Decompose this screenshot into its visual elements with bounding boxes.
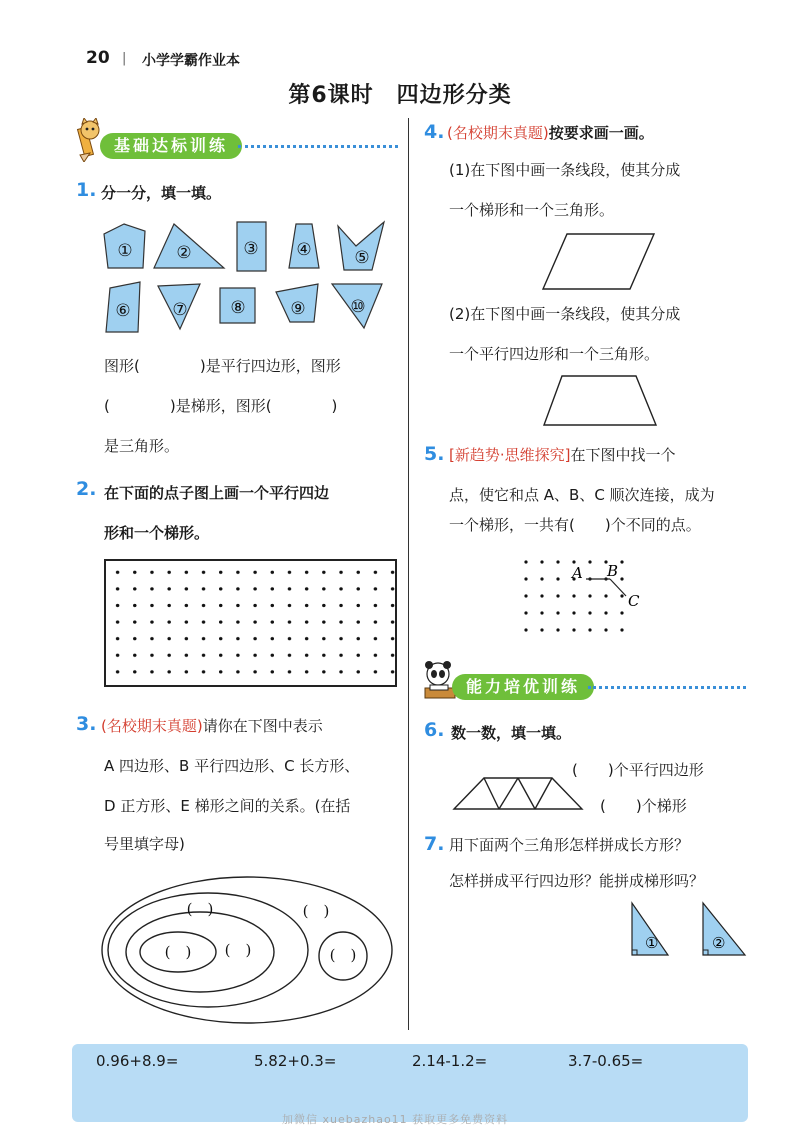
q4-trapezoid-figure[interactable] <box>540 374 660 430</box>
shape-label-10: ⑩ <box>350 297 366 317</box>
shape-label-6: ⑥ <box>115 301 131 321</box>
grid-dot <box>556 577 559 580</box>
grid-dot <box>556 560 559 563</box>
grid-dot <box>604 594 607 597</box>
point-label-b: B <box>607 562 619 580</box>
watermark-text: 加微信 xuebazhao11 获取更多免费资料 <box>282 1113 509 1126</box>
column-divider <box>408 118 409 1030</box>
q5-line2: 点，使它和点 A、B、C 顺次连接，成为 <box>449 486 715 504</box>
header-separator: | <box>122 51 127 66</box>
section-advanced-banner: 能力培优训练 <box>452 674 594 700</box>
point-label-c: C <box>628 592 640 610</box>
q7-number: 7. <box>424 833 445 855</box>
q5-dot-grid[interactable] <box>520 556 650 642</box>
grid-dot <box>540 611 543 614</box>
grid-dot <box>524 560 527 563</box>
q1-line3: 是三角形。 <box>104 437 180 455</box>
grid-dot <box>572 594 575 597</box>
lesson-title: 第6课时 四边形分类 <box>288 83 512 108</box>
q6-title: 数一数，填一填。 <box>451 724 572 742</box>
q4-parallelogram-figure[interactable] <box>540 232 660 292</box>
grid-dot <box>588 560 591 563</box>
grid-dot <box>540 594 543 597</box>
grid-dot <box>540 560 543 563</box>
shape-label-2: ② <box>176 243 192 263</box>
shape-label-3: ③ <box>243 239 259 259</box>
grid-dot <box>604 628 607 631</box>
section-basic-dots <box>238 145 398 148</box>
grid-dot <box>540 628 543 631</box>
shape-label-8: ⑧ <box>230 298 246 318</box>
q2-line2: 形和一个梯形。 <box>104 524 210 542</box>
grid-dot <box>620 594 623 597</box>
q1-shapes <box>100 218 400 338</box>
grid-dot <box>524 611 527 614</box>
venn-blank-middle: ( ) <box>224 941 252 959</box>
grid-dot <box>556 611 559 614</box>
grid-dot <box>556 628 559 631</box>
q3-tag: (名校期末真题) <box>101 717 203 735</box>
q4-tag: (名校期末真题) <box>447 124 549 142</box>
q4-part2-line2: 一个平行四边形和一个三角形。 <box>449 345 660 363</box>
calc-3: 2.14-1.2= <box>412 1052 488 1070</box>
q1-line1: 图形( )是平行四边形，图形 <box>104 357 341 375</box>
q4-part1-line2: 一个梯形和一个三角形。 <box>449 201 615 219</box>
venn-blank-quadrilateral-parallelogram: ( ) <box>186 900 214 918</box>
venn-blank-trapezoid: ( ) <box>329 946 357 964</box>
grid-dot <box>604 611 607 614</box>
q4-number: 4. <box>424 121 445 143</box>
q6-number: 6. <box>424 719 445 741</box>
page-number: 20 <box>86 48 110 68</box>
book-title: 小学学霸作业本 <box>142 53 240 69</box>
q1-line2: ( )是梯形，图形( ) <box>104 397 338 415</box>
grid-dot <box>524 628 527 631</box>
grid-dot <box>588 628 591 631</box>
grid-dot <box>588 594 591 597</box>
tri-label-1: ① <box>645 934 659 952</box>
grid-dot <box>524 594 527 597</box>
q6-triangle-strip <box>452 776 584 812</box>
grid-dot <box>572 611 575 614</box>
section-advanced-dots <box>588 686 746 689</box>
q7-triangles <box>624 900 748 960</box>
q2-line1: 在下面的点子图上画一个平行四边 <box>104 484 330 502</box>
q3-line4: 号里填字母) <box>104 835 185 853</box>
grid-dot <box>620 577 623 580</box>
q4-title: 按要求画一画。 <box>548 124 654 142</box>
venn-diagram <box>100 876 400 1026</box>
q5-tag: [新趋势·思维探究] <box>449 446 571 464</box>
grid-dot <box>620 560 623 563</box>
calc-4: 3.7-0.65= <box>568 1052 644 1070</box>
q2-number: 2. <box>76 478 97 500</box>
grid-dot <box>620 628 623 631</box>
shape-label-4: ④ <box>296 240 312 260</box>
q6-line1: ( )个平行四边形 <box>572 761 704 779</box>
grid-dot <box>620 611 623 614</box>
q3-line1: 请你在下图中表示 <box>202 717 323 735</box>
venn-blank-outer: ( ) <box>302 902 330 920</box>
calc-2: 5.82+0.3= <box>254 1052 337 1070</box>
q6-line2: ( )个梯形 <box>600 797 687 815</box>
venn-blank-innermost: ( ) <box>164 943 192 961</box>
calc-1: 0.96+8.9= <box>96 1052 179 1070</box>
grid-dot <box>524 577 527 580</box>
q5-line1: 在下图中找一个 <box>570 446 676 464</box>
q7-line2: 怎样拼成平行四边形？能拼成梯形吗？ <box>449 872 705 890</box>
q1-number: 1. <box>76 179 97 201</box>
q7-line1: 用下面两个三角形怎样拼成长方形？ <box>449 836 690 854</box>
q5-line3: 一个梯形，一共有( )个不同的点。 <box>449 516 701 534</box>
grid-dot <box>572 628 575 631</box>
grid-dot <box>540 577 543 580</box>
shape-label-7: ⑦ <box>172 300 188 320</box>
q3-line2: A 四边形、B 平行四边形、C 长方形、 <box>104 757 360 775</box>
pencil-cat-icon <box>72 118 102 162</box>
section-basic-banner: 基础达标训练 <box>100 133 242 159</box>
grid-dot <box>588 611 591 614</box>
q4-part1-line1: (1)在下图中画一条线段，使其分成 <box>449 161 681 179</box>
q4-part2-line1: (2)在下图中画一条线段，使其分成 <box>449 305 681 323</box>
tri-label-2: ② <box>712 934 726 952</box>
q3-line3: D 正方形、E 梯形之间的关系。(在括 <box>104 797 351 815</box>
point-label-a: A <box>572 564 583 582</box>
q1-title: 分一分，填一填。 <box>101 184 222 202</box>
shape-label-5: ⑤ <box>354 248 370 268</box>
grid-dot <box>556 594 559 597</box>
q5-number: 5. <box>424 443 445 465</box>
shape-label-1: ① <box>117 241 133 261</box>
dot-grid-canvas[interactable] <box>104 559 397 687</box>
q3-number: 3. <box>76 713 97 735</box>
shape-label-9: ⑨ <box>290 299 306 319</box>
